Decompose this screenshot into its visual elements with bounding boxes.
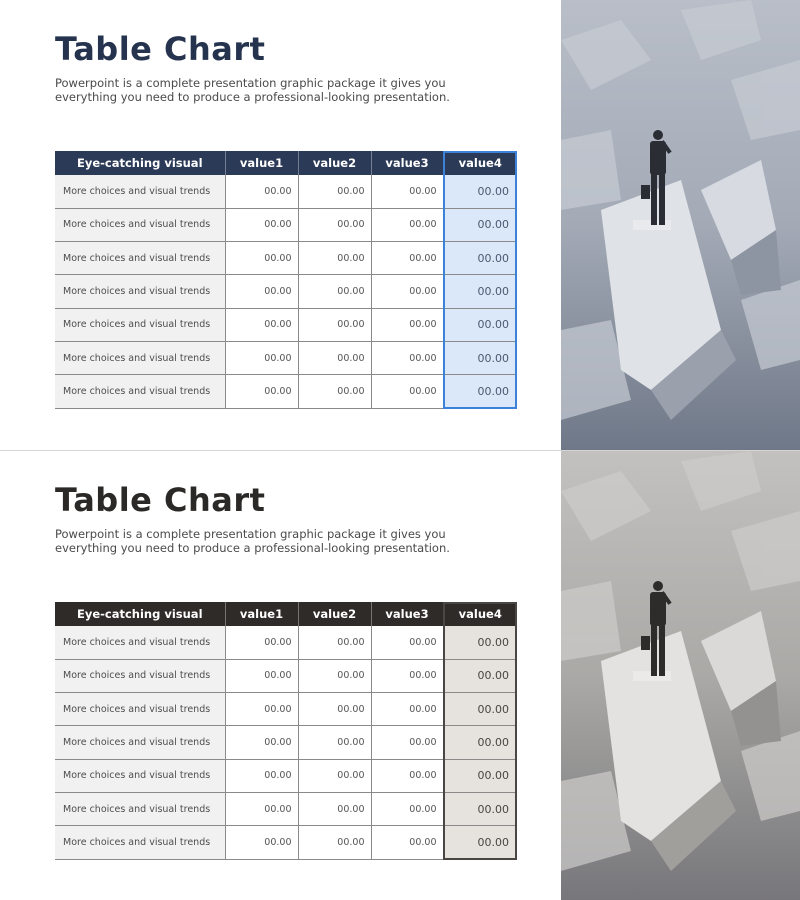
value-cell: 00.00 (225, 726, 298, 759)
businessman-arrows-photo (561, 451, 800, 900)
row-label: More choices and visual trends (55, 275, 225, 308)
businessman-arrows-photo (561, 0, 800, 450)
value-cell: 00.00 (371, 208, 443, 241)
table-row (55, 242, 517, 275)
row-label: More choices and visual trends (55, 242, 225, 275)
header-cell: value1 (225, 151, 298, 175)
value-cell: 00.00 (298, 659, 371, 692)
table-row (55, 726, 517, 759)
table-row (55, 693, 517, 726)
value-cell: 00.00 (371, 626, 443, 659)
value-cell: 00.00 (298, 275, 371, 308)
value-cell: 00.00 (371, 275, 443, 308)
value-cell: 00.00 (225, 659, 298, 692)
highlight-value-cell: 00.00 (443, 308, 517, 341)
table-header-row (55, 151, 517, 175)
value-cell: 00.00 (298, 341, 371, 374)
value-cell: 00.00 (371, 693, 443, 726)
value-cell: 00.00 (225, 208, 298, 241)
value-cell: 00.00 (371, 242, 443, 275)
value-cell: 00.00 (298, 626, 371, 659)
header-cell: value4 (443, 602, 517, 626)
value-cell: 00.00 (298, 375, 371, 408)
value-cell: 00.00 (298, 693, 371, 726)
table-row (55, 375, 517, 408)
highlight-value-cell: 00.00 (443, 208, 517, 241)
value-cell: 00.00 (225, 826, 298, 859)
header-cell: value2 (298, 151, 371, 175)
highlight-value-cell: 00.00 (443, 693, 517, 726)
value-cell: 00.00 (371, 726, 443, 759)
header-cell: value3 (371, 151, 443, 175)
header-cell: Eye-catching visual (55, 602, 225, 626)
slide-2 (0, 450, 800, 900)
value-cell: 00.00 (371, 308, 443, 341)
row-label: More choices and visual trends (55, 341, 225, 374)
row-label: More choices and visual trends (55, 626, 225, 659)
value-cell: 00.00 (371, 826, 443, 859)
table-row (55, 792, 517, 825)
header-cell: value1 (225, 602, 298, 626)
highlight-value-cell: 00.00 (443, 242, 517, 275)
value-cell: 00.00 (371, 792, 443, 825)
value-cell: 00.00 (298, 208, 371, 241)
table-chart (55, 602, 517, 860)
value-cell: 00.00 (298, 826, 371, 859)
row-label: More choices and visual trends (55, 659, 225, 692)
table-header-row (55, 602, 517, 626)
table-row (55, 759, 517, 792)
value-cell: 00.00 (298, 175, 371, 208)
highlight-value-cell: 00.00 (443, 726, 517, 759)
value-cell: 00.00 (225, 341, 298, 374)
highlight-value-cell: 00.00 (443, 341, 517, 374)
table-row (55, 659, 517, 692)
slide-title: Table Chart (55, 30, 266, 68)
value-cell: 00.00 (225, 759, 298, 792)
value-cell: 00.00 (225, 375, 298, 408)
highlight-value-cell: 00.00 (443, 659, 517, 692)
value-cell: 00.00 (225, 626, 298, 659)
table-row (55, 341, 517, 374)
highlight-value-cell: 00.00 (443, 792, 517, 825)
value-cell: 00.00 (225, 792, 298, 825)
value-cell: 00.00 (298, 759, 371, 792)
row-label: More choices and visual trends (55, 693, 225, 726)
highlight-value-cell: 00.00 (443, 626, 517, 659)
row-label: More choices and visual trends (55, 175, 225, 208)
header-cell: value3 (371, 602, 443, 626)
header-cell: value4 (443, 151, 517, 175)
row-label: More choices and visual trends (55, 208, 225, 241)
value-cell: 00.00 (298, 308, 371, 341)
value-cell: 00.00 (225, 308, 298, 341)
value-cell: 00.00 (298, 792, 371, 825)
highlight-value-cell: 00.00 (443, 175, 517, 208)
value-cell: 00.00 (371, 759, 443, 792)
row-label: More choices and visual trends (55, 726, 225, 759)
value-cell: 00.00 (225, 175, 298, 208)
value-cell: 00.00 (225, 693, 298, 726)
slide-title: Table Chart (55, 481, 266, 519)
table-row (55, 208, 517, 241)
table-row (55, 308, 517, 341)
data-table (55, 602, 517, 860)
value-cell: 00.00 (371, 175, 443, 208)
row-label: More choices and visual trends (55, 308, 225, 341)
value-cell: 00.00 (371, 341, 443, 374)
value-cell: 00.00 (298, 726, 371, 759)
header-cell: Eye-catching visual (55, 151, 225, 175)
highlight-value-cell: 00.00 (443, 275, 517, 308)
table-row (55, 275, 517, 308)
row-label: More choices and visual trends (55, 826, 225, 859)
table-row (55, 175, 517, 208)
slide-subtitle: Powerpoint is a complete presentation graphic package it gives you everything you need to produce a professional-looking presentation. (55, 527, 450, 555)
highlight-value-cell: 00.00 (443, 375, 517, 408)
highlight-value-cell: 00.00 (443, 759, 517, 792)
slide-subtitle: Powerpoint is a complete presentation graphic package it gives you everything you need to produce a professional-looking presentation. (55, 76, 450, 104)
data-table (55, 151, 517, 409)
header-cell: value2 (298, 602, 371, 626)
table-row (55, 826, 517, 859)
value-cell: 00.00 (371, 659, 443, 692)
value-cell: 00.00 (298, 242, 371, 275)
table-row (55, 626, 517, 659)
value-cell: 00.00 (225, 242, 298, 275)
value-cell: 00.00 (225, 275, 298, 308)
row-label: More choices and visual trends (55, 759, 225, 792)
row-label: More choices and visual trends (55, 375, 225, 408)
value-cell: 00.00 (371, 375, 443, 408)
table-chart (55, 151, 517, 409)
row-label: More choices and visual trends (55, 792, 225, 825)
highlight-value-cell: 00.00 (443, 826, 517, 859)
